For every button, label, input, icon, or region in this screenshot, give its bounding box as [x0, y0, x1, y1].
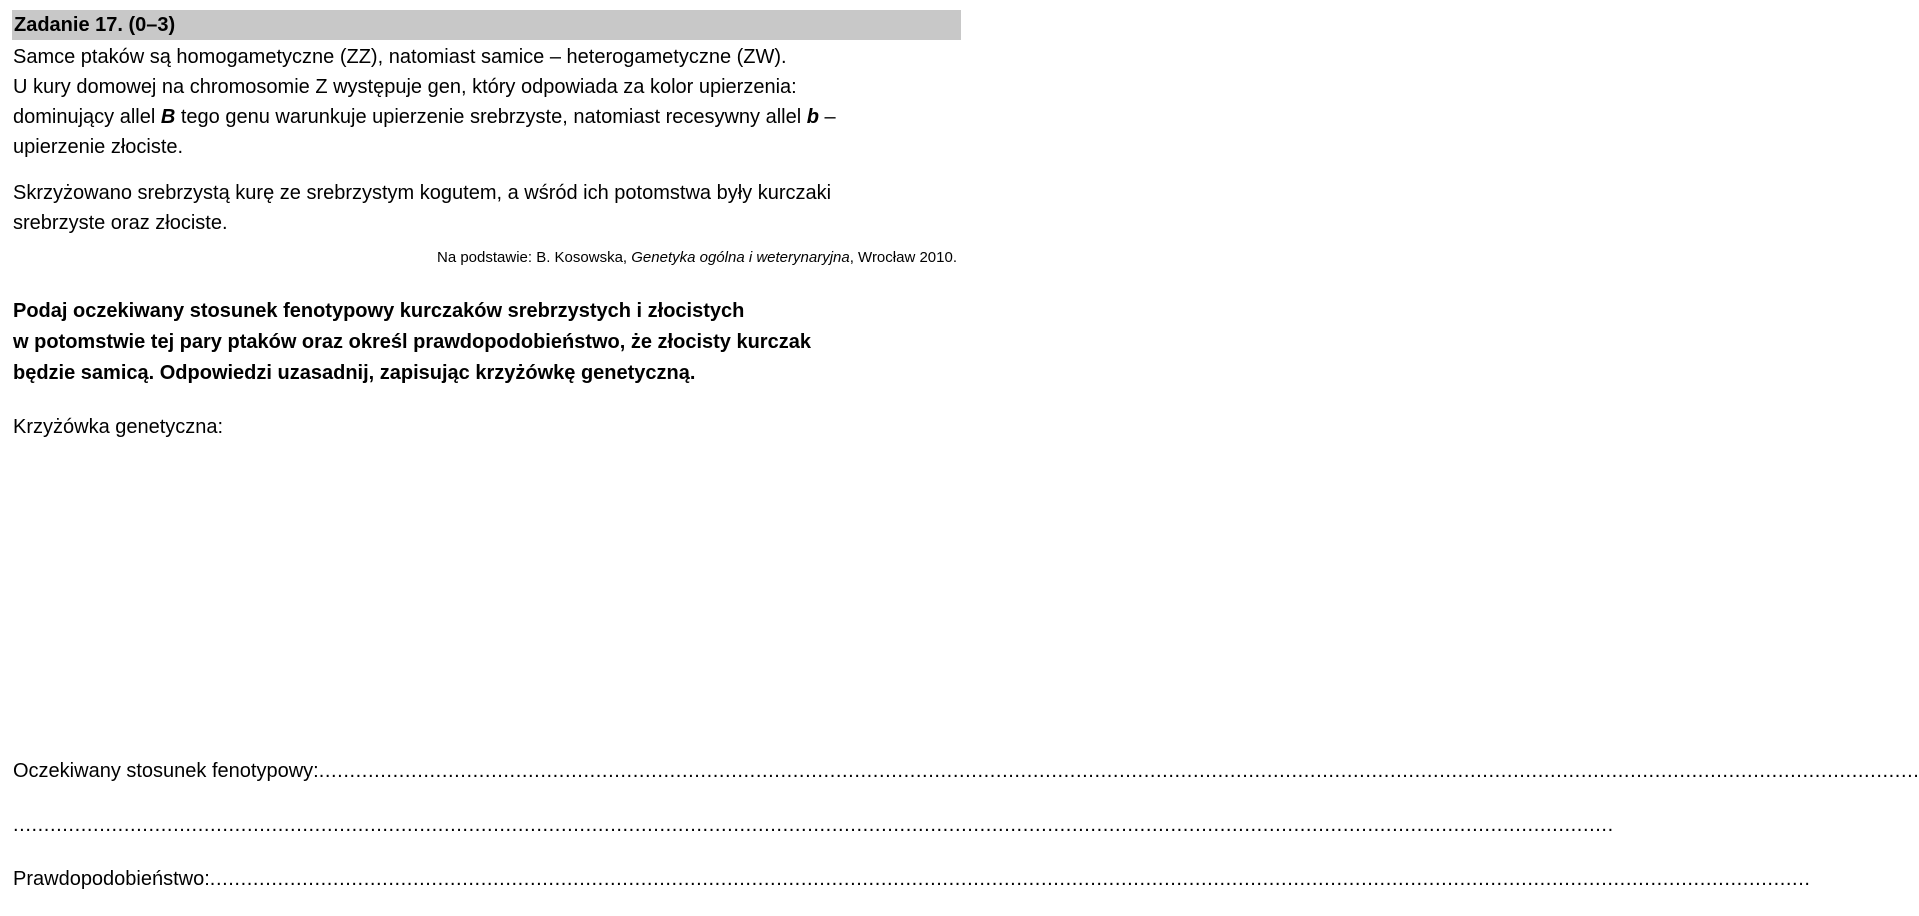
intro-line-3-a: dominujący allel — [13, 106, 161, 128]
intro-line-3 — [13, 102, 836, 132]
intro-line-2: U kury domowej na chromosomie Z występuje gen, który odpowiada za kolor upierzenia: — [13, 76, 797, 98]
intro-line-1: Samce ptaków są homogametyczne (ZZ), natomiast samice – heterogametyczne (ZW). — [13, 46, 787, 68]
source-book-title: Genetyka ogólna i weterynaryjna — [631, 249, 850, 266]
exam-page — [12, 10, 1919, 906]
cross-answer-label: Krzyżówka genetyczna: — [13, 416, 224, 438]
intro-line-4: upierzenie złociste. — [13, 136, 184, 158]
task-header-bar — [12, 10, 961, 40]
allele-B: B — [160, 106, 176, 128]
question-instruction — [13, 296, 811, 389]
intro-line-3-b: tego genu warunkuje upierzenie srebrzyste, natomiast recesywny allel — [175, 106, 807, 128]
source-suffix: , Wrocław 2010. — [849, 249, 957, 266]
probability-dotted-line[interactable]: .................................................................................................................................................................................................................................................................... — [209, 868, 1811, 890]
intro-line-3-c: – — [818, 106, 836, 128]
probability-answer-line[interactable] — [13, 866, 1811, 892]
ratio-continuation-line[interactable] — [13, 812, 1614, 838]
source-prefix: Na podstawie: B. Kosowska, — [436, 249, 632, 266]
allele-b: b — [806, 106, 819, 128]
continuation-dotted-line[interactable]: .................................................................................................................................................................................................................................................................... — [13, 814, 1614, 836]
cross-paragraph — [13, 178, 831, 238]
probability-label: Prawdopodobieństwo: — [13, 868, 210, 890]
cross-line-2: srebrzyste oraz złociste. — [13, 212, 228, 234]
source-citation — [437, 248, 957, 268]
ratio-answer-line[interactable] — [13, 758, 1919, 784]
question-line-3: będzie samicą. Odpowiedzi uzasadnij, zapisując krzyżówkę genetyczną. — [13, 362, 696, 384]
question-line-1: Podaj oczekiwany stosunek fenotypowy kurczaków srebrzystych i złocistych — [13, 300, 745, 322]
ratio-label: Oczekiwany stosunek fenotypowy: — [13, 760, 319, 782]
cross-line-1: Skrzyżowano srebrzystą kurę ze srebrzystym kogutem, a wśród ich potomstwa były kurczaki — [13, 182, 832, 204]
intro-paragraph — [13, 42, 836, 162]
ratio-dotted-line[interactable]: .................................................................................................................................................................................................................................................................... — [318, 760, 1919, 782]
task-title: Zadanie 17. (0–3) — [14, 14, 176, 36]
question-line-2: w potomstwie tej pary ptaków oraz określ prawdopodobieństwo, że złocisty kurczak — [13, 331, 811, 353]
